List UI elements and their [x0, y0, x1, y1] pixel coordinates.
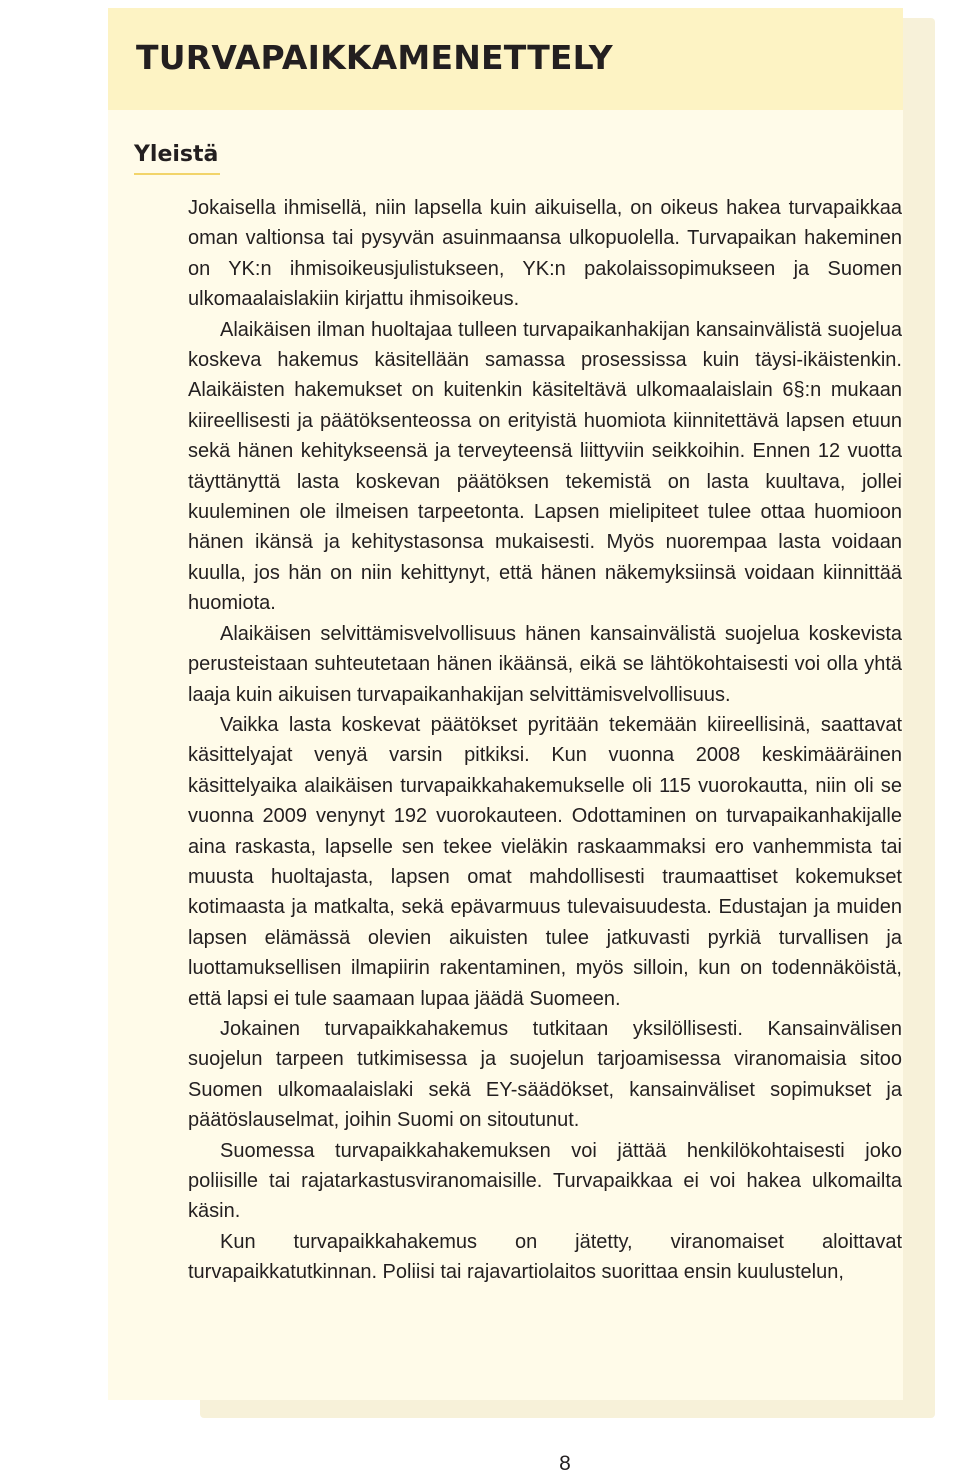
paragraph: Alaikäisen selvittämisvelvollisuus hänen kansainvälistä suojelua koskevista perusteistaan suhteutetaan hänen ikäänsä, eikä se lähtökohtaisesti voi olla yhtä laaja kuin aikuisen turvapaikanhakijan selvittämisvelvollisuus.: [188, 622, 902, 706]
title-band: [108, 8, 903, 110]
paragraph: Suomessa turvapaikkahakemuksen voi jättää henkilökohtaisesti joko poliisille tai rajatarkastusviranomaisille. Turvapaikkaa ei voi hakea ulkomailta käsin.: [188, 1139, 902, 1223]
body-text: [188, 193, 902, 1288]
paragraph: Vaikka lasta koskevat päätökset pyritään tekemään kiireellisinä, saattavat käsittelyajat venyä varsin pitkiksi. Kun vuonna 2008 keskimääräinen käsittelyaika alaikäisen turvapaikkahakemukselle oli 115 vuorokautta, niin oli se vuonna 2009 venynyt 192 vuorokauteen. Odottaminen on turvapaikanhakijalle aina raskasta, lapselle sen tekee vieläkin raskaammaksi ero vanhemmista tai muusta huoltajasta, lapsen omat mahdollisesti traumaattiset kokemukset kotimaasta ja matkalta, sekä epävarmuus tulevaisuudesta. Edustajan ja muiden lapsen elämässä olevien aikuisten tulee jatkuvasti pyrkiä turvallisen ja luottamuksellisen ilmapiirin rakentaminen, myös silloin, kun on todennäköistä, että lapsi ei tule saamaan lupaa jäädä Suomeen.: [188, 713, 902, 1010]
section-heading: Yleistä: [134, 142, 220, 175]
paragraph: Kun turvapaikkahakemus on jätetty, viranomaiset aloittavat turvapaikkatutkinnan. Poliisi tai rajavartiolaitos suorittaa ensin kuulustelun,: [188, 1230, 902, 1284]
paragraph: Alaikäisen ilman huoltajaa tulleen turvapaikanhakijan kansainvälistä suojelua koskeva hakemus käsitellään samassa prosessissa kuin täysi-ikäistenkin. Alaikäisten hakemukset on kuitenkin käsiteltävä ulkomaalaislain 6§:n mukaan kiireellisesti ja päätöksenteossa on erityistä huomiota kiinnitettävä lapsen etuun sekä hänen kehitykseensä ja terveyteensä liittyviin seikkoihin. Ennen 12 vuotta täyttänyttä lasta koskevan päätöksen tekemistä on lasta kuultava, jollei kuuleminen ole ilmeisen tarpeetonta. Lapsen mielipiteet tulee ottaa huomioon hänen ikänsä ja kehitystasonsa mukaisesti. Myös nuorempaa lasta voidaan kuulla, jos hän on niin kehittynyt, että hänen näkemyksiinsä voidaan kiinnittää huomiota.: [188, 318, 902, 615]
page-title: TURVAPAIKKAMENETTELY: [136, 38, 613, 77]
paragraph: Jokainen turvapaikkahakemus tutkitaan yksilöllisesti. Kansainvälisen suojelun tarpeen tutkimisessa ja suojelun tarjoamisessa viranomaisia sitoo Suomen ulkomaalaislaki sekä EY-säädökset, kansainväliset sopimukset ja päätöslauselmat, joihin Suomi on sitoutunut.: [188, 1017, 902, 1132]
page-number: 8: [559, 1452, 571, 1475]
page-panel: [108, 8, 903, 1400]
paragraph: Jokaisella ihmisellä, niin lapsella kuin aikuisella, on oikeus hakea turvapaikkaa oman valtionsa tai pysyvän asuinmaansa ulkopuolella. Turvapaikan hakeminen on YK:n ihmisoikeusjulistukseen, YK:n pakolaissopimukseen ja Suomen ulkomaalaislakiin kirjattu ihmisoikeus.: [188, 197, 902, 311]
